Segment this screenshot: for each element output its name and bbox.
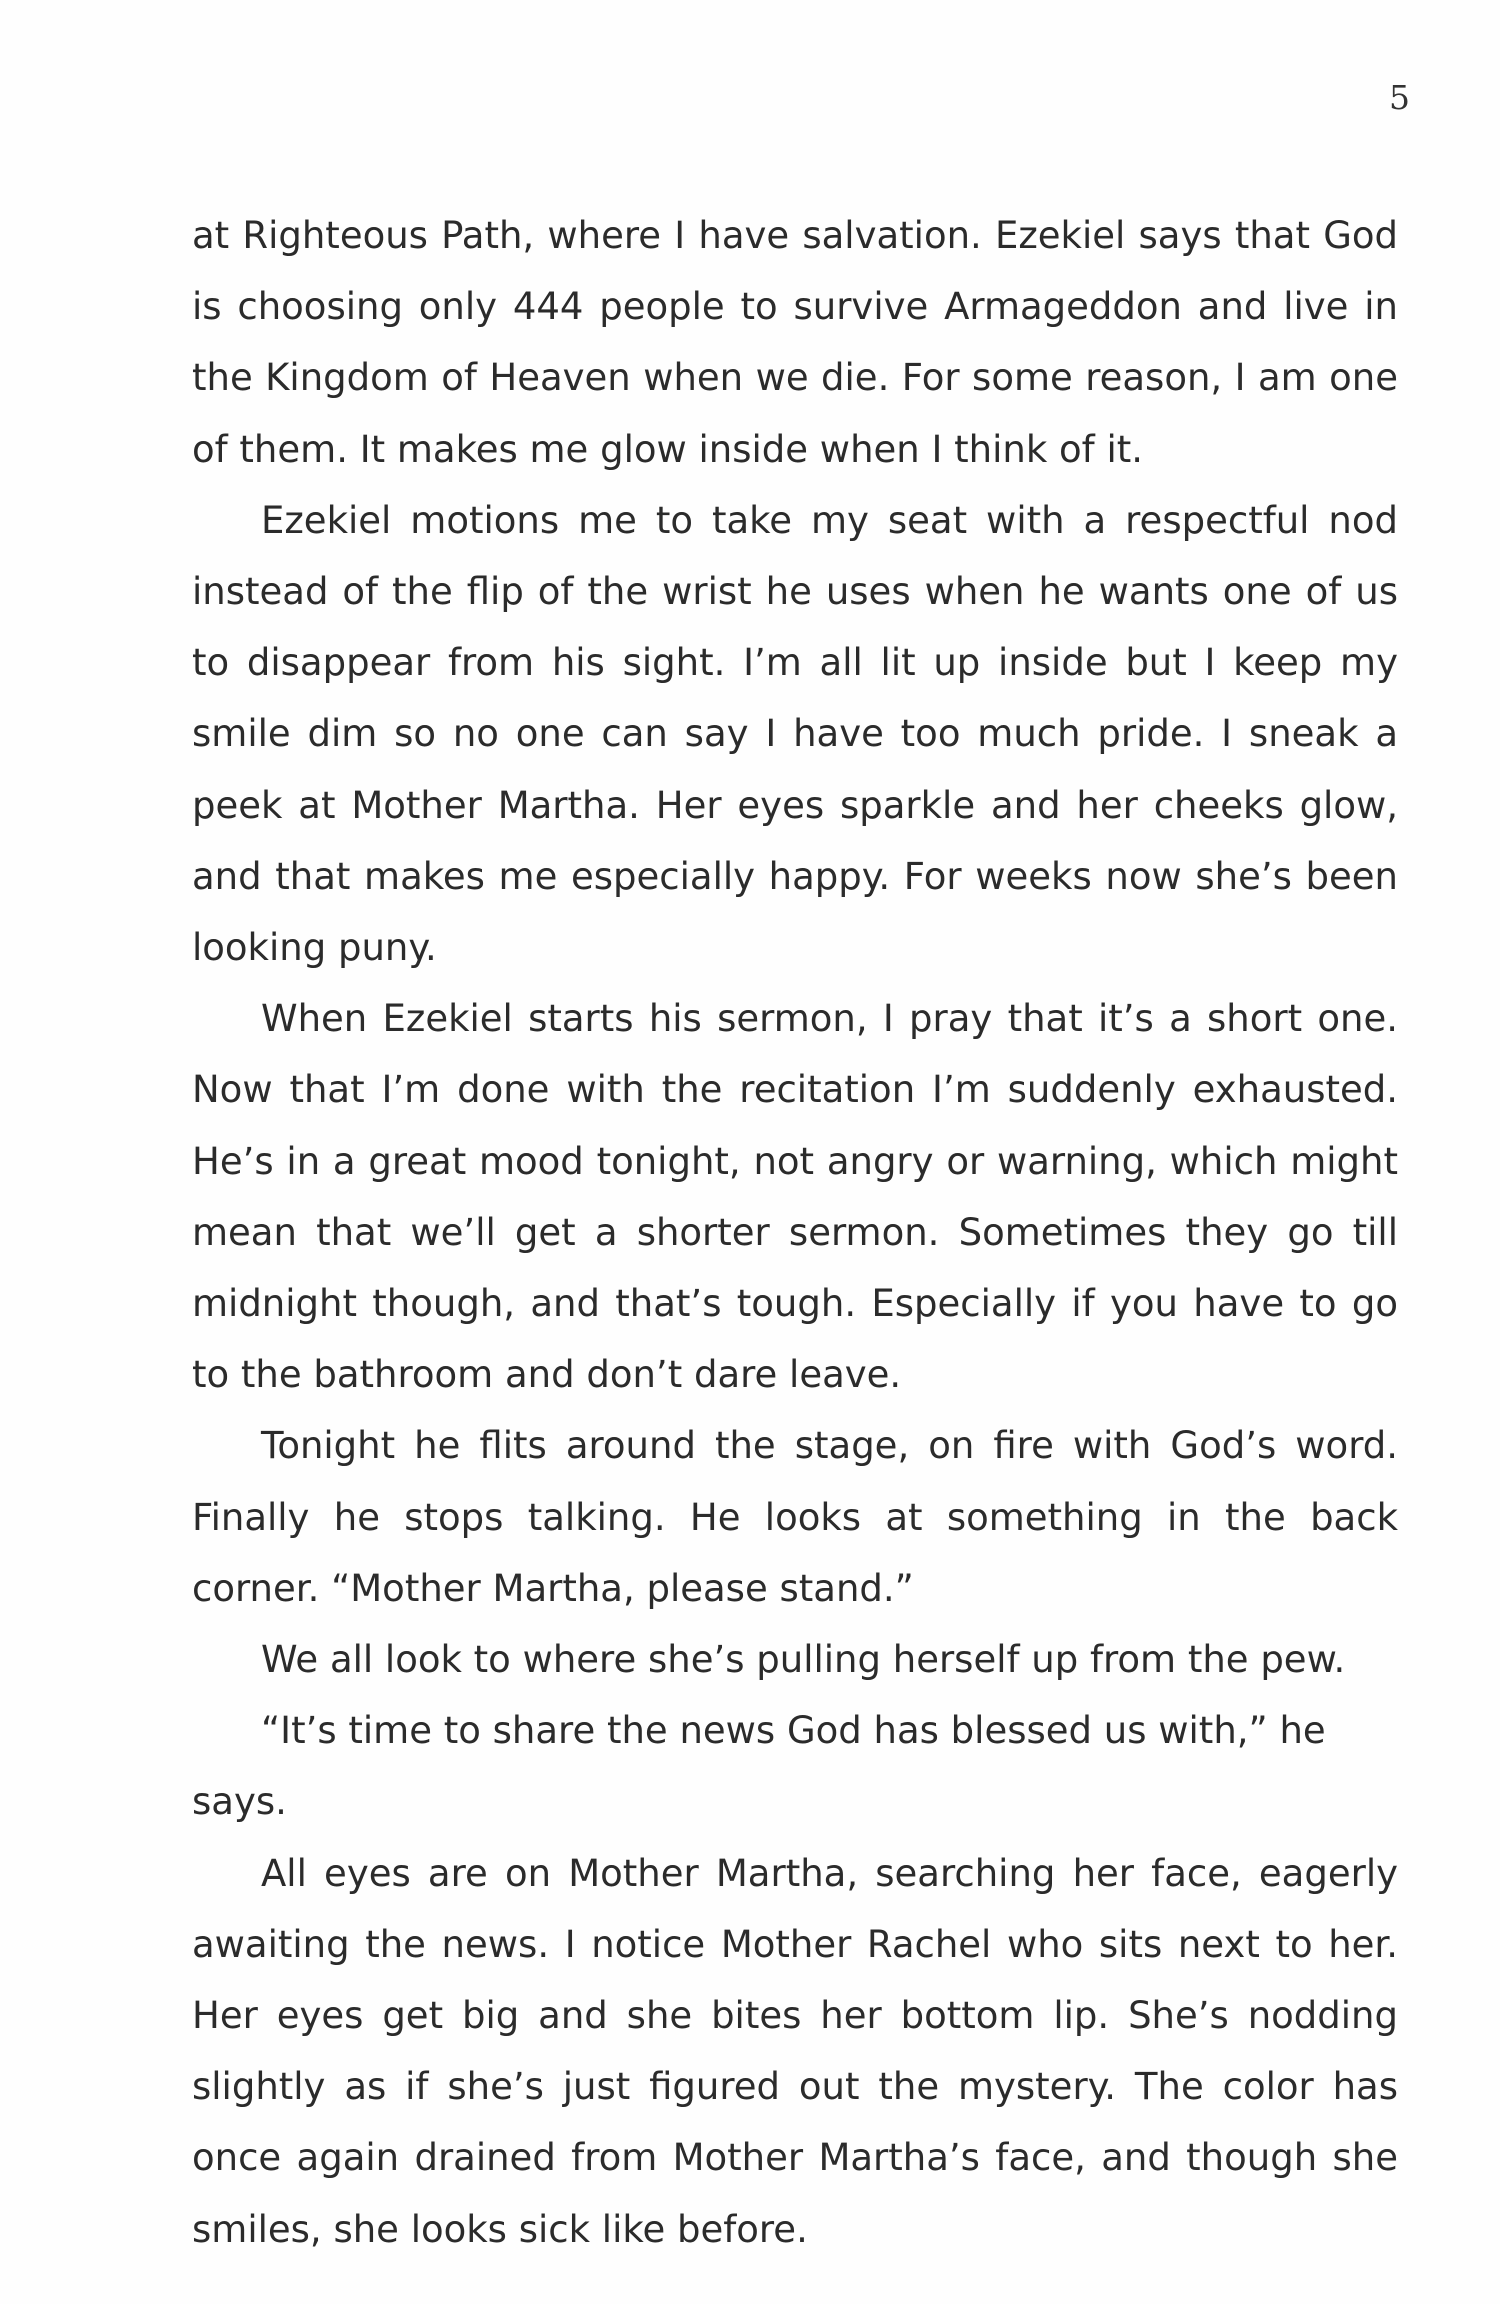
paragraph: We all look to where she’s pulling herself up from the pew. — [261, 1638, 1346, 1682]
paragraph: “It’s time to share the news God has blessed us with,” he says. — [192, 1709, 1326, 1824]
paragraph: When Ezekiel starts his sermon, I pray that it’s a short one. Now that I’m done with the recitation I’m suddenly exhausted. He’s in a great mood tonight, not angry or warning, which might mean that we’ll get a shorter sermon. Sometimes they go till midnight though, and that’s tough. Especially if you have to go to the bathroom and don’t dare leave. — [192, 997, 1398, 1397]
paragraph: All eyes are on Mother Martha, searching her face, eagerly awaiting the news. I notice Mother Rachel who sits next to her. Her eyes get big and she bites her bottom lip. She’s nodding slightly as if she’s just figured out the mystery. The color has once again drained from Mother Martha’s face, and though she smiles, she looks sick like before. — [192, 1851, 1398, 2251]
body-text — [192, 200, 1398, 2265]
paragraph: Tonight he flits around the stage, on fire with God’s word. Finally he stops talking. He looks at something in the back corner. “Mother Martha, please stand.” — [192, 1424, 1398, 1610]
paragraph: Ezekiel motions me to take my seat with a respectful nod instead of the flip of the wrist he uses when he wants one of us to disappear from his sight. I’m all lit up inside but I keep my smile dim so no one can say I have too much pride. I sneak a peek at Mother Martha. Her eyes sparkle and her cheeks glow, and that makes me especially happy. For weeks now she’s been looking puny. — [192, 498, 1398, 970]
page-number: 5 — [1389, 78, 1410, 117]
paragraph: at Righteous Path, where I have salvation. Ezekiel says that God is choosing only 444 people to survive Armageddon and live in the Kingdom of Heaven when we die. For some reason, I am one of them. It makes me glow inside when I think of it. — [192, 214, 1398, 471]
